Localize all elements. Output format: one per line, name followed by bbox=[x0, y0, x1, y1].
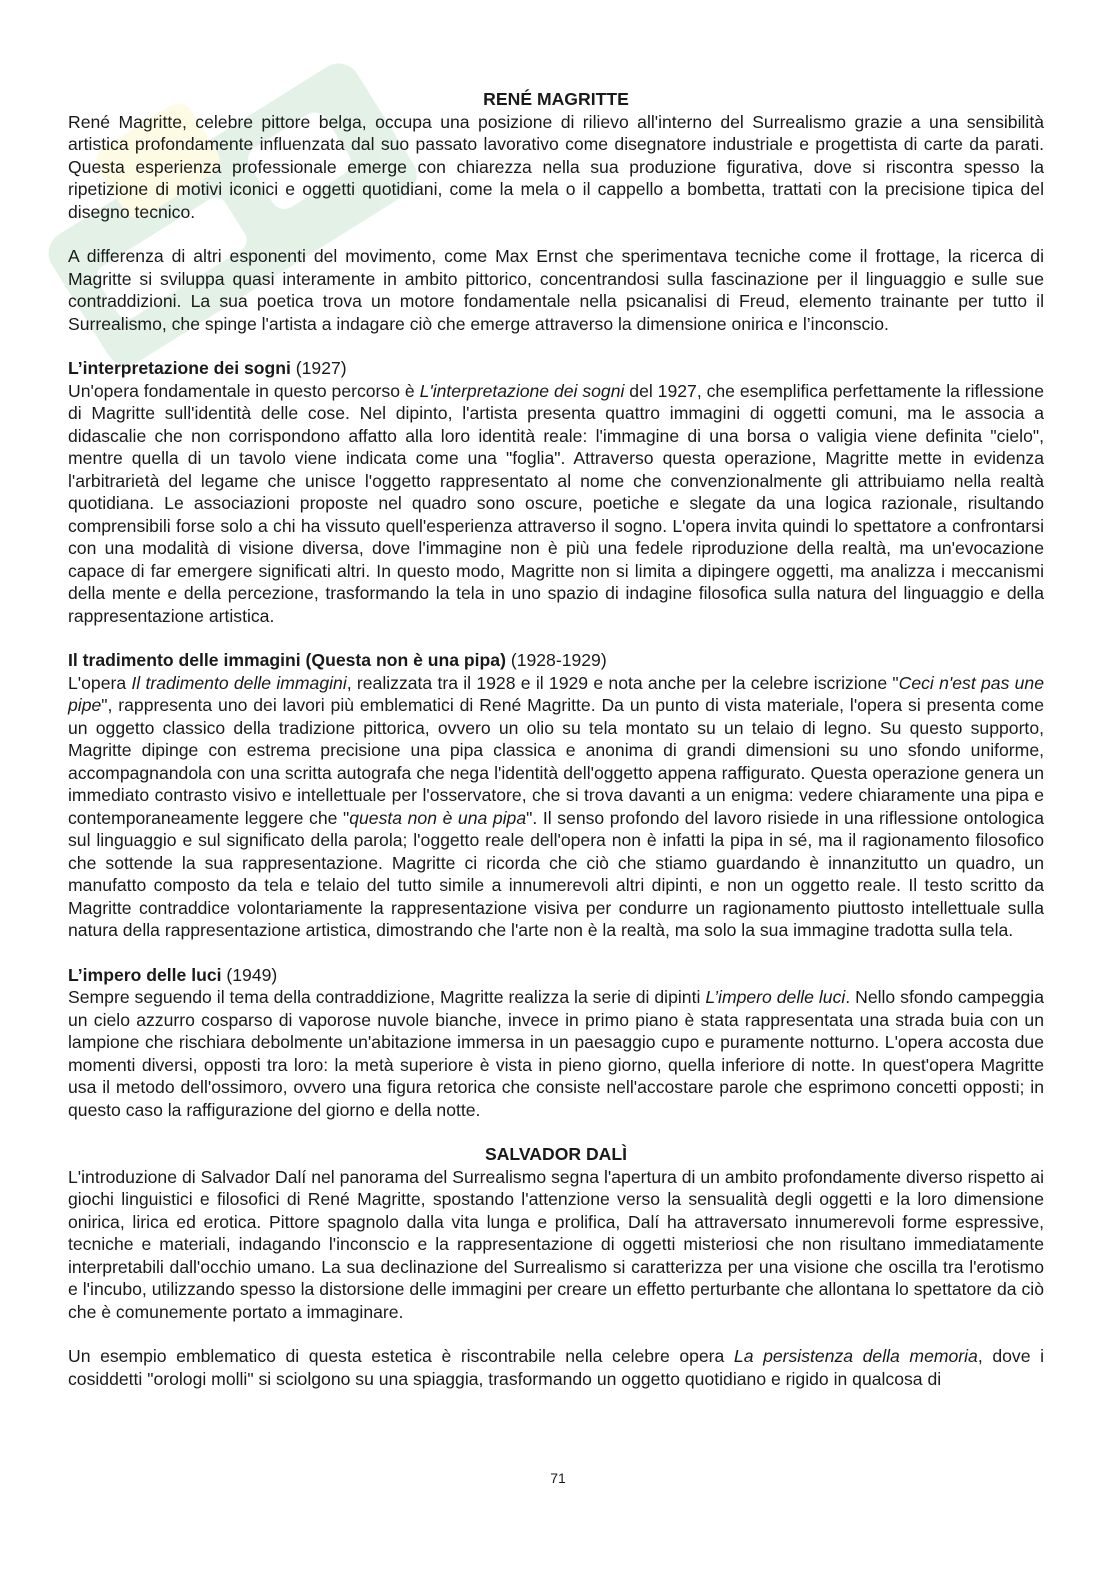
text-run: Un'opera fondamentale in questo percorso è bbox=[68, 380, 420, 401]
text-run: L'opera bbox=[68, 672, 132, 693]
section-title-magritte: RENÉ MAGRITTE bbox=[483, 89, 629, 109]
paragraph bbox=[68, 1345, 1044, 1390]
subsection-heading bbox=[68, 649, 1044, 672]
text-run: . Nello sfondo campeggia un cielo azzurro cosparso di vaporose nuvole bianche, invece in primo piano è stata rappresentata una strada buia con un lampione che rischiara debolmente un'abitazione immersa in un paesaggio cupo e puramente notturno. L'opera accosta due momenti diversi, opposti tra loro: la metà superiore è vista in pieno giorno, quella inferiore di notte. In quest'opera Magritte usa il metodo dell'ossimoro, ovvero una figura retorica che consiste nell'accostare parole che esprimono concetti opposti; in questo caso la raffigurazione del giorno e della notte. bbox=[68, 987, 1044, 1120]
paragraph bbox=[68, 986, 1044, 1121]
subsection-year: (1927) bbox=[290, 358, 347, 378]
paragraph: René Magritte, celebre pittore belga, occupa una posizione di rilievo all'interno del Surrealismo grazie a una sensibilità artistica profondamente influenzata dal suo passato lavorativo come disegnatore industriale e progettista di carte da parati. Questa esperienza professionale emerge con chiarezza nella sua produzione figurativa, dove si riscontra spesso la ripetizione di motivi iconici e oggetti quotidiani, come la mela o il cappello a bombetta, trattati con la precisione tipica del disegno tecnico. bbox=[68, 111, 1044, 222]
paragraph: A differenza di altri esponenti del movimento, come Max Ernst che sperimentava tecniche come il frottage, la ricerca di Magritte si sviluppa quasi interamente in ambito pittorico, concentrandosi sulla fascinazione per il linguaggio e sulle sue contraddizioni. La sua poetica trova un motore fondamentale nella psicanalisi di Freud, elemento trainante per tutto il Surrealismo, che spinge l'artista a indagare ciò che emerge attraverso la dimensione onirica e l’inconscio. bbox=[68, 246, 1044, 334]
work-title: L’impero delle luci bbox=[705, 987, 846, 1007]
document-body bbox=[68, 88, 1044, 1390]
subsection-year: (1949) bbox=[221, 964, 278, 985]
quoted-inscription: questa non è una pipa bbox=[349, 807, 527, 828]
paragraph: L'introduzione di Salvador Dalí nel panorama del Surrealismo segna l'apertura di un ambito profondamente diverso rispetto ai giochi linguistici e filosofici di René Magritte, spostando l'attenzione verso la sensualità degli oggetti e la loro dimensione onirica, lirica ed erotica. Pittore spagnolo dalla vita lunga e prolifica, Dalí ha attraversato innumerevoli forme espressive, tecniche e materiali, indagando l'inconscio e la rappresentazione di oggetti misteriosi che non risultano immediatamente interpretabili dall'occhio umano. La sua declinazione del Surrealismo si caratterizza per una visione che oscilla tra l'erotismo e l'incubo, utilizzando spesso la distorsione delle immagini per creare un effetto perturbante che allontana lo spettatore da ciò che è comunemente portato a immaginare. bbox=[68, 1166, 1044, 1322]
text-run: ". Il senso profondo del lavoro risiede in una riflessione ontologica sul linguaggio e sul significato della parola; l'oggetto reale dell'opera non è infatti la pipa in sé, ma il ragionamento filosofico che sottende la sua rappresentazione. Magritte ci ricorda che ciò che stiamo guardando è innanzitutto un quadro, un manufatto composto da tela e telaio del tutto simile a innumerevoli altri dipinti, e non un oggetto reale. Il testo scritto da Magritte contraddice volontariamente la rappresentazione visiva per condurre un ragionamento piuttosto intellettuale sulla natura della rappresentazione artistica, dimostrando che l'arte non è la realtà, ma solo la sua immagine tradotta sulla tela. bbox=[68, 807, 1044, 940]
text-run: , realizzata tra il 1928 e il 1929 e nota anche per la celebre iscrizione " bbox=[346, 672, 899, 693]
subsection-title: Il tradimento delle immagini (Questa non è una pipa) bbox=[68, 650, 506, 670]
subsection-heading bbox=[68, 964, 1044, 987]
work-title: L'interpretazione dei sogni bbox=[419, 380, 625, 401]
page-number: 71 bbox=[550, 1470, 566, 1486]
subsection-title: L’interpretazione dei sogni bbox=[68, 358, 291, 378]
subsection-title: L’impero delle luci bbox=[68, 964, 222, 985]
text-run: , dove i cosiddetti "orologi molli" si sciolgono su una spiaggia, trasformando un oggetto quotidiano e rigido in qualcosa di bbox=[68, 1346, 1044, 1389]
paragraph bbox=[68, 380, 1044, 628]
paragraph bbox=[68, 672, 1044, 942]
section-title-dali: SALVADOR DALÌ bbox=[484, 1144, 628, 1164]
work-title: Il tradimento delle immagini bbox=[131, 672, 347, 693]
subsection-year: (1928-1929) bbox=[505, 650, 607, 670]
subsection-heading bbox=[68, 357, 1044, 380]
text-run: Un esempio emblematico di questa estetica è riscontrabile nella celebre opera bbox=[68, 1346, 734, 1366]
text-run: del 1927, che esemplifica perfettamente la riflessione di Magritte sull'identità delle cose. Nel dipinto, l'artista presenta quattro immagini di oggetti comuni, ma le associa a didascalie che non corrispondono affatto alla loro identità reale: l'immagine di una borsa o valigia viene definita "cielo", mentre quella di un tavolo viene indicata come una "foglia". Attraverso questa operazione, Magritte mette in evidenza l'arbitrarietà del legame che unisce l'oggetto rappresentato al nome che convenzionalmente gli attribuiamo nella realtà quotidiana. Le associazioni proposte nel quadro sono oscure, poetiche e slegate da una logica razionale, risultando comprensibili forse solo a chi ha vissuto quell'esperienza attraverso il sogno. L'opera invita quindi lo spettatore a confrontarsi con una modalità di visione diversa, dove l'immagine non è più una fedele riproduzione della realtà, ma un'evocazione capace di far emergere significati altri. In questo modo, Magritte non si limita a dipingere oggetti, ma analizza i meccanismi della mente e della percezione, trasformando la tela in uno spazio di indagine filosofica sulla natura del linguaggio e della rappresentazione artistica. bbox=[68, 380, 1044, 626]
quoted-inscription: Ceci n'est pas une pipe bbox=[68, 672, 1044, 715]
work-title: La persistenza della memoria bbox=[733, 1346, 978, 1366]
text-run: Sempre seguendo il tema della contraddizione, Magritte realizza la serie di dipinti bbox=[68, 987, 706, 1007]
text-run: ", rappresenta uno dei lavori più emblematici di René Magritte. Da un punto di vista materiale, l'opera si presenta come un oggetto classico della tradizione pittorica, ovvero un olio su tela montato su un telaio di legno. Su questo supporto, Magritte dipinge con estrema precisione una pipa classica e anonima di grandi dimensioni su uno sfondo uniforme, accompagnandola con una scritta autografa che nega l'identità dell'oggetto appena raffigurato. Questa operazione genera un immediato contrasto visivo e intellettuale per l'osservatore, che si trova davanti a un enigma: vedere chiaramente una pipa e contemporaneamente leggere che " bbox=[68, 695, 1044, 828]
